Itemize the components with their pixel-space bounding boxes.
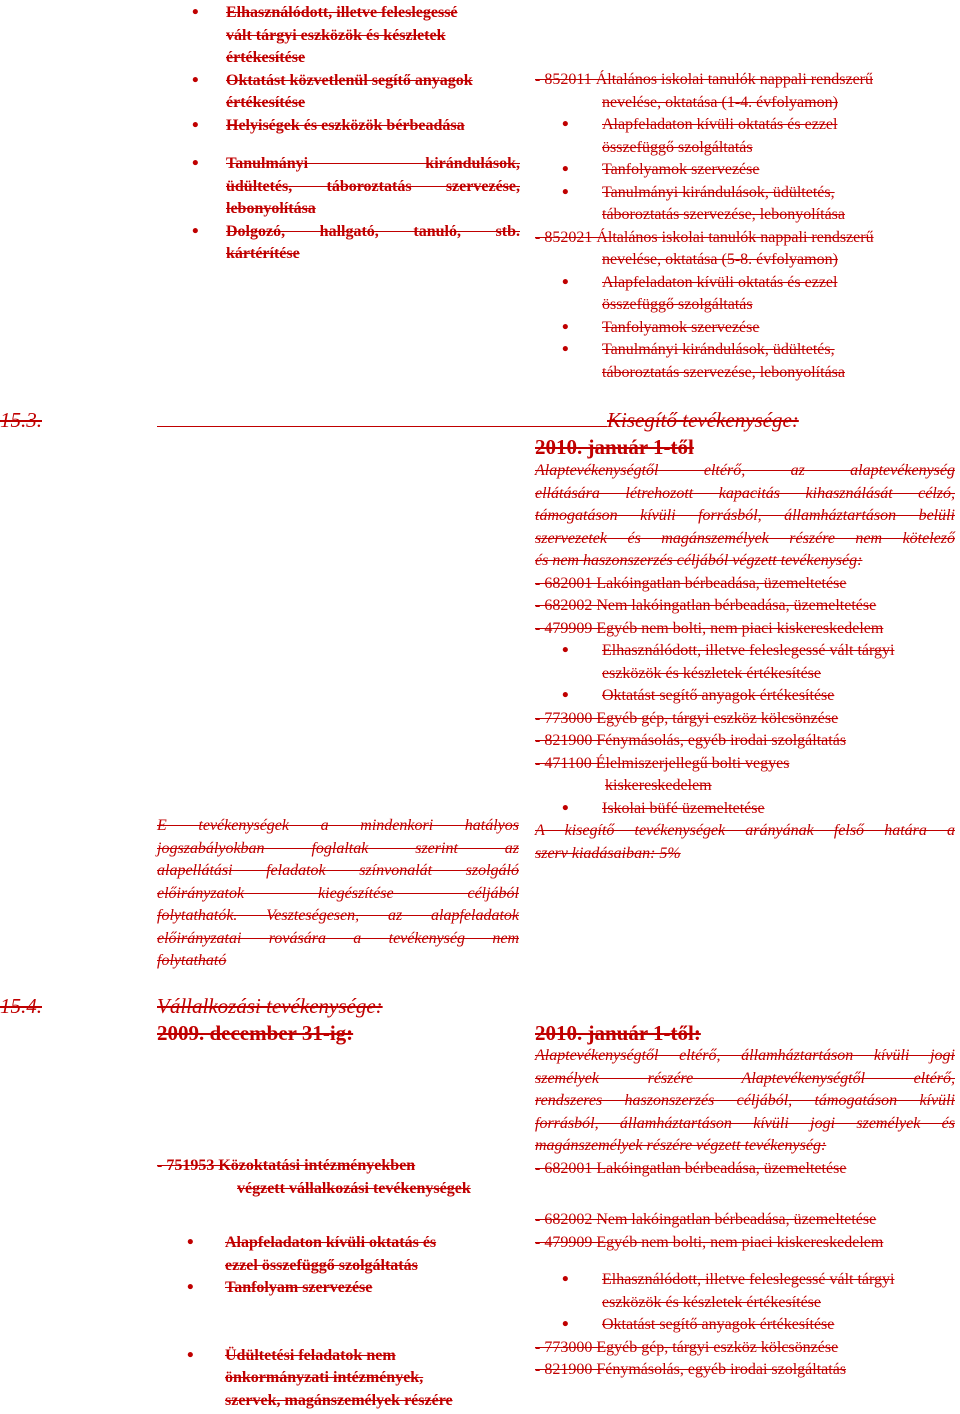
kisegito-right-column bbox=[535, 460, 955, 865]
list-item-line: kártérítése bbox=[226, 245, 300, 262]
list-item-line: • Üdültetési feladatok nem bbox=[225, 1346, 396, 1364]
list-item-line: • Helyiségek és eszközök bérbeadása bbox=[226, 116, 465, 134]
list-item bbox=[190, 70, 520, 115]
list-item-line: ezzel összefüggő szolgáltatás bbox=[225, 1256, 418, 1274]
activity-code: - 821900 Fénymásolás, egyéb irodai szolgáltatás bbox=[535, 732, 847, 749]
ratio-line: A kisegítő tevékenységek arányának felső határa a bbox=[535, 822, 955, 839]
list-item bbox=[190, 115, 520, 138]
right-top-list bbox=[535, 69, 955, 384]
section-date-heading: 2009. december 31-ig: bbox=[157, 1021, 354, 1045]
note-line: alapellátási feladatok színvonalát szolgáló bbox=[157, 862, 519, 879]
activity-code: - 479909 Egyéb nem bolti, nem piaci kiskereskedelem bbox=[535, 619, 884, 637]
list-item bbox=[190, 153, 520, 221]
note-line: jogszabályokban foglaltak szerint az bbox=[157, 839, 519, 857]
section-date-heading: 2010. január 1-től: bbox=[535, 1021, 701, 1045]
list-item-line: értékesítése bbox=[226, 49, 306, 66]
activity-code: - 821900 Fénymásolás, egyéb irodai szolgáltatás bbox=[535, 1361, 847, 1378]
activity-code-cont: végzett vállalkozási tevékenységek bbox=[237, 1179, 471, 1197]
list-item-line: • Dolgozó, hallgató, tanuló, stb. bbox=[226, 222, 520, 240]
activity-code: - 852011 Általános iskolai tanulók nappali rendszerű bbox=[535, 71, 873, 88]
list-item-line: • Oktatást közvetlenül segítő anyagok bbox=[226, 71, 473, 89]
list-item-line: • Alapfeladaton kívüli oktatás és ezzel bbox=[602, 116, 838, 133]
activity-code-cont: nevelése, oktatása (5-8. évfolyamon) bbox=[602, 251, 838, 268]
note-line: E tevékenységek a mindenkori hatályos bbox=[157, 817, 519, 834]
note-line: folytatható bbox=[157, 952, 227, 969]
vallalkozasi-left-column bbox=[157, 1155, 519, 1412]
list-item-line: összefüggő szolgáltatás bbox=[602, 138, 753, 156]
list-item-line: • Elhasználódott, illetve feleslegessé vált tárgyi bbox=[602, 1271, 895, 1288]
activity-code: - 751953 Közoktatási intézményekben bbox=[157, 1157, 416, 1174]
list-item-line: • Tanulmányi kirándulások, bbox=[226, 155, 520, 172]
activity-code: - 773000 Egyéb gép, tárgyi eszköz kölcsönzése bbox=[535, 709, 839, 727]
note-line: előirányzatok kiegészítése céljából bbox=[157, 884, 519, 902]
list-item-line: vált tárgyi eszközök és készletek bbox=[226, 26, 446, 44]
list-item bbox=[535, 114, 955, 159]
activity-code: - 852021 Általános iskolai tanulók nappali rendszerű bbox=[535, 228, 874, 246]
list-item-line: táboroztatás szervezése, lebonyolítása bbox=[602, 206, 845, 223]
intro-line: forrásból, államháztartáson kívüli jogi személyek és bbox=[535, 1114, 955, 1132]
list-item bbox=[535, 1269, 955, 1314]
section-title: Kisegítő tevékenysége: bbox=[607, 408, 799, 432]
list-item bbox=[535, 798, 955, 821]
section-title: Vállalkozási tevékenysége: bbox=[157, 994, 383, 1018]
kisegito-left-note bbox=[157, 815, 519, 973]
intro-line: és nem haszonszerzés céljából végzett tevékenység: bbox=[535, 552, 863, 569]
list-item bbox=[157, 1232, 519, 1277]
activity-code: - 471100 Élelmiszerjellegű bolti vegyes bbox=[535, 754, 790, 772]
list-item-line: • Elhasználódott, illetve feleslegessé bbox=[226, 4, 458, 21]
list-item bbox=[157, 1345, 519, 1413]
list-item-line: értékesítése bbox=[226, 94, 306, 111]
list-item bbox=[535, 685, 955, 708]
list-item-line: összefüggő szolgáltatás bbox=[602, 296, 753, 313]
list-item-line: eszközök és készletek értékesítése bbox=[602, 664, 822, 682]
list-item-line: • Oktatást segítő anyagok értékesítése bbox=[602, 1316, 835, 1333]
activity-code: - 682001 Lakóingatlan bérbeadása, üzemeltetése bbox=[535, 574, 847, 592]
list-item-line: • Tanfolyamok szervezése bbox=[602, 161, 760, 178]
section-number: 15.4. bbox=[0, 994, 42, 1018]
left-top-list bbox=[190, 2, 520, 266]
list-item-line: • Alapfeladaton kívüli oktatás és ezzel bbox=[602, 273, 838, 291]
section-rule bbox=[157, 426, 607, 427]
list-item-line: önkormányzati intézmények, bbox=[225, 1369, 424, 1386]
activity-code: - 682001 Lakóingatlan bérbeadása, üzemeltetése bbox=[535, 1159, 847, 1177]
list-item bbox=[535, 1314, 955, 1337]
intro-line: ellátására létrehozott kapacitás kihasználását célzó, bbox=[535, 484, 955, 502]
activity-code: - 773000 Egyéb gép, tárgyi eszköz kölcsönzése bbox=[535, 1338, 839, 1356]
list-item bbox=[190, 2, 520, 70]
note-line: folytathatók. Veszteségesen, az alapfeladatok bbox=[157, 907, 519, 924]
list-item bbox=[535, 640, 955, 685]
intro-line: támogatáson kívüli forrásból, államháztartáson belüli bbox=[535, 507, 955, 524]
activity-code: - 479909 Egyéb nem bolti, nem piaci kiskereskedelem bbox=[535, 1233, 884, 1251]
list-item bbox=[157, 1277, 519, 1300]
activity-code-cont: nevelése, oktatása (1-4. évfolyamon) bbox=[602, 93, 838, 111]
list-item-line: eszközök és készletek értékesítése bbox=[602, 1293, 822, 1311]
vallalkozasi-right-column bbox=[535, 1045, 955, 1382]
list-item-line: • Tanfolyam szervezése bbox=[225, 1279, 373, 1296]
list-item bbox=[535, 272, 955, 317]
activity-code: - 682002 Nem lakóingatlan bérbeadása, üzemeltetése bbox=[535, 1211, 877, 1228]
list-item-line: • Tanfolyamok szervezése bbox=[602, 318, 760, 336]
list-item-line: • Iskolai büfé üzemeltetése bbox=[602, 799, 765, 817]
list-item-line: üdültetés, táboroztatás szervezése, bbox=[226, 177, 520, 195]
list-item bbox=[535, 317, 955, 340]
list-item bbox=[535, 159, 955, 182]
section-number: 15.3. bbox=[0, 408, 42, 432]
activity-code-cont: kiskereskedelem bbox=[605, 777, 712, 794]
intro-line: szervezetek és magánszemélyek részére nem kötelező bbox=[535, 529, 955, 547]
activity-code: - 682002 Nem lakóingatlan bérbeadása, üzemeltetése bbox=[535, 597, 877, 614]
list-item-line: szervek, magánszemélyek részére bbox=[225, 1391, 453, 1409]
section-date-heading: 2010. január 1-től bbox=[535, 435, 694, 459]
list-item bbox=[190, 221, 520, 266]
list-item-line: • Alapfeladaton kívüli oktatás és bbox=[225, 1234, 437, 1251]
intro-line: Alaptevékenységtől eltérő, államháztartáson kívüli jogi bbox=[535, 1047, 955, 1064]
list-item bbox=[535, 182, 955, 227]
note-line: előirányzatai rovására a tevékenység nem bbox=[157, 929, 519, 947]
intro-line: rendszeres haszonszerzés céljából, támogatáson kívüli bbox=[535, 1092, 955, 1109]
list-item-line: • Oktatást segítő anyagok értékesítése bbox=[602, 687, 835, 704]
list-item-line: • Elhasználódott, illetve feleslegessé vált tárgyi bbox=[602, 642, 895, 659]
list-item-line: • Tanulmányi kirándulások, üdültetés, bbox=[602, 341, 835, 358]
intro-line: magánszemélyek részére végzett tevékenység: bbox=[535, 1137, 827, 1154]
intro-line: személyek részére Alaptevékenységtől eltérő, bbox=[535, 1069, 955, 1087]
intro-line: Alaptevékenységtől eltérő, az alaptevékenység bbox=[535, 462, 955, 479]
list-item-line: táboroztatás szervezése, lebonyolítása bbox=[602, 363, 845, 381]
ratio-line: szerv kiadásaiban: 5% bbox=[535, 844, 681, 862]
list-item-line: lebonyolítása bbox=[226, 200, 316, 217]
list-item-line: • Tanulmányi kirándulások, üdültetés, bbox=[602, 183, 835, 201]
list-item bbox=[535, 339, 955, 384]
